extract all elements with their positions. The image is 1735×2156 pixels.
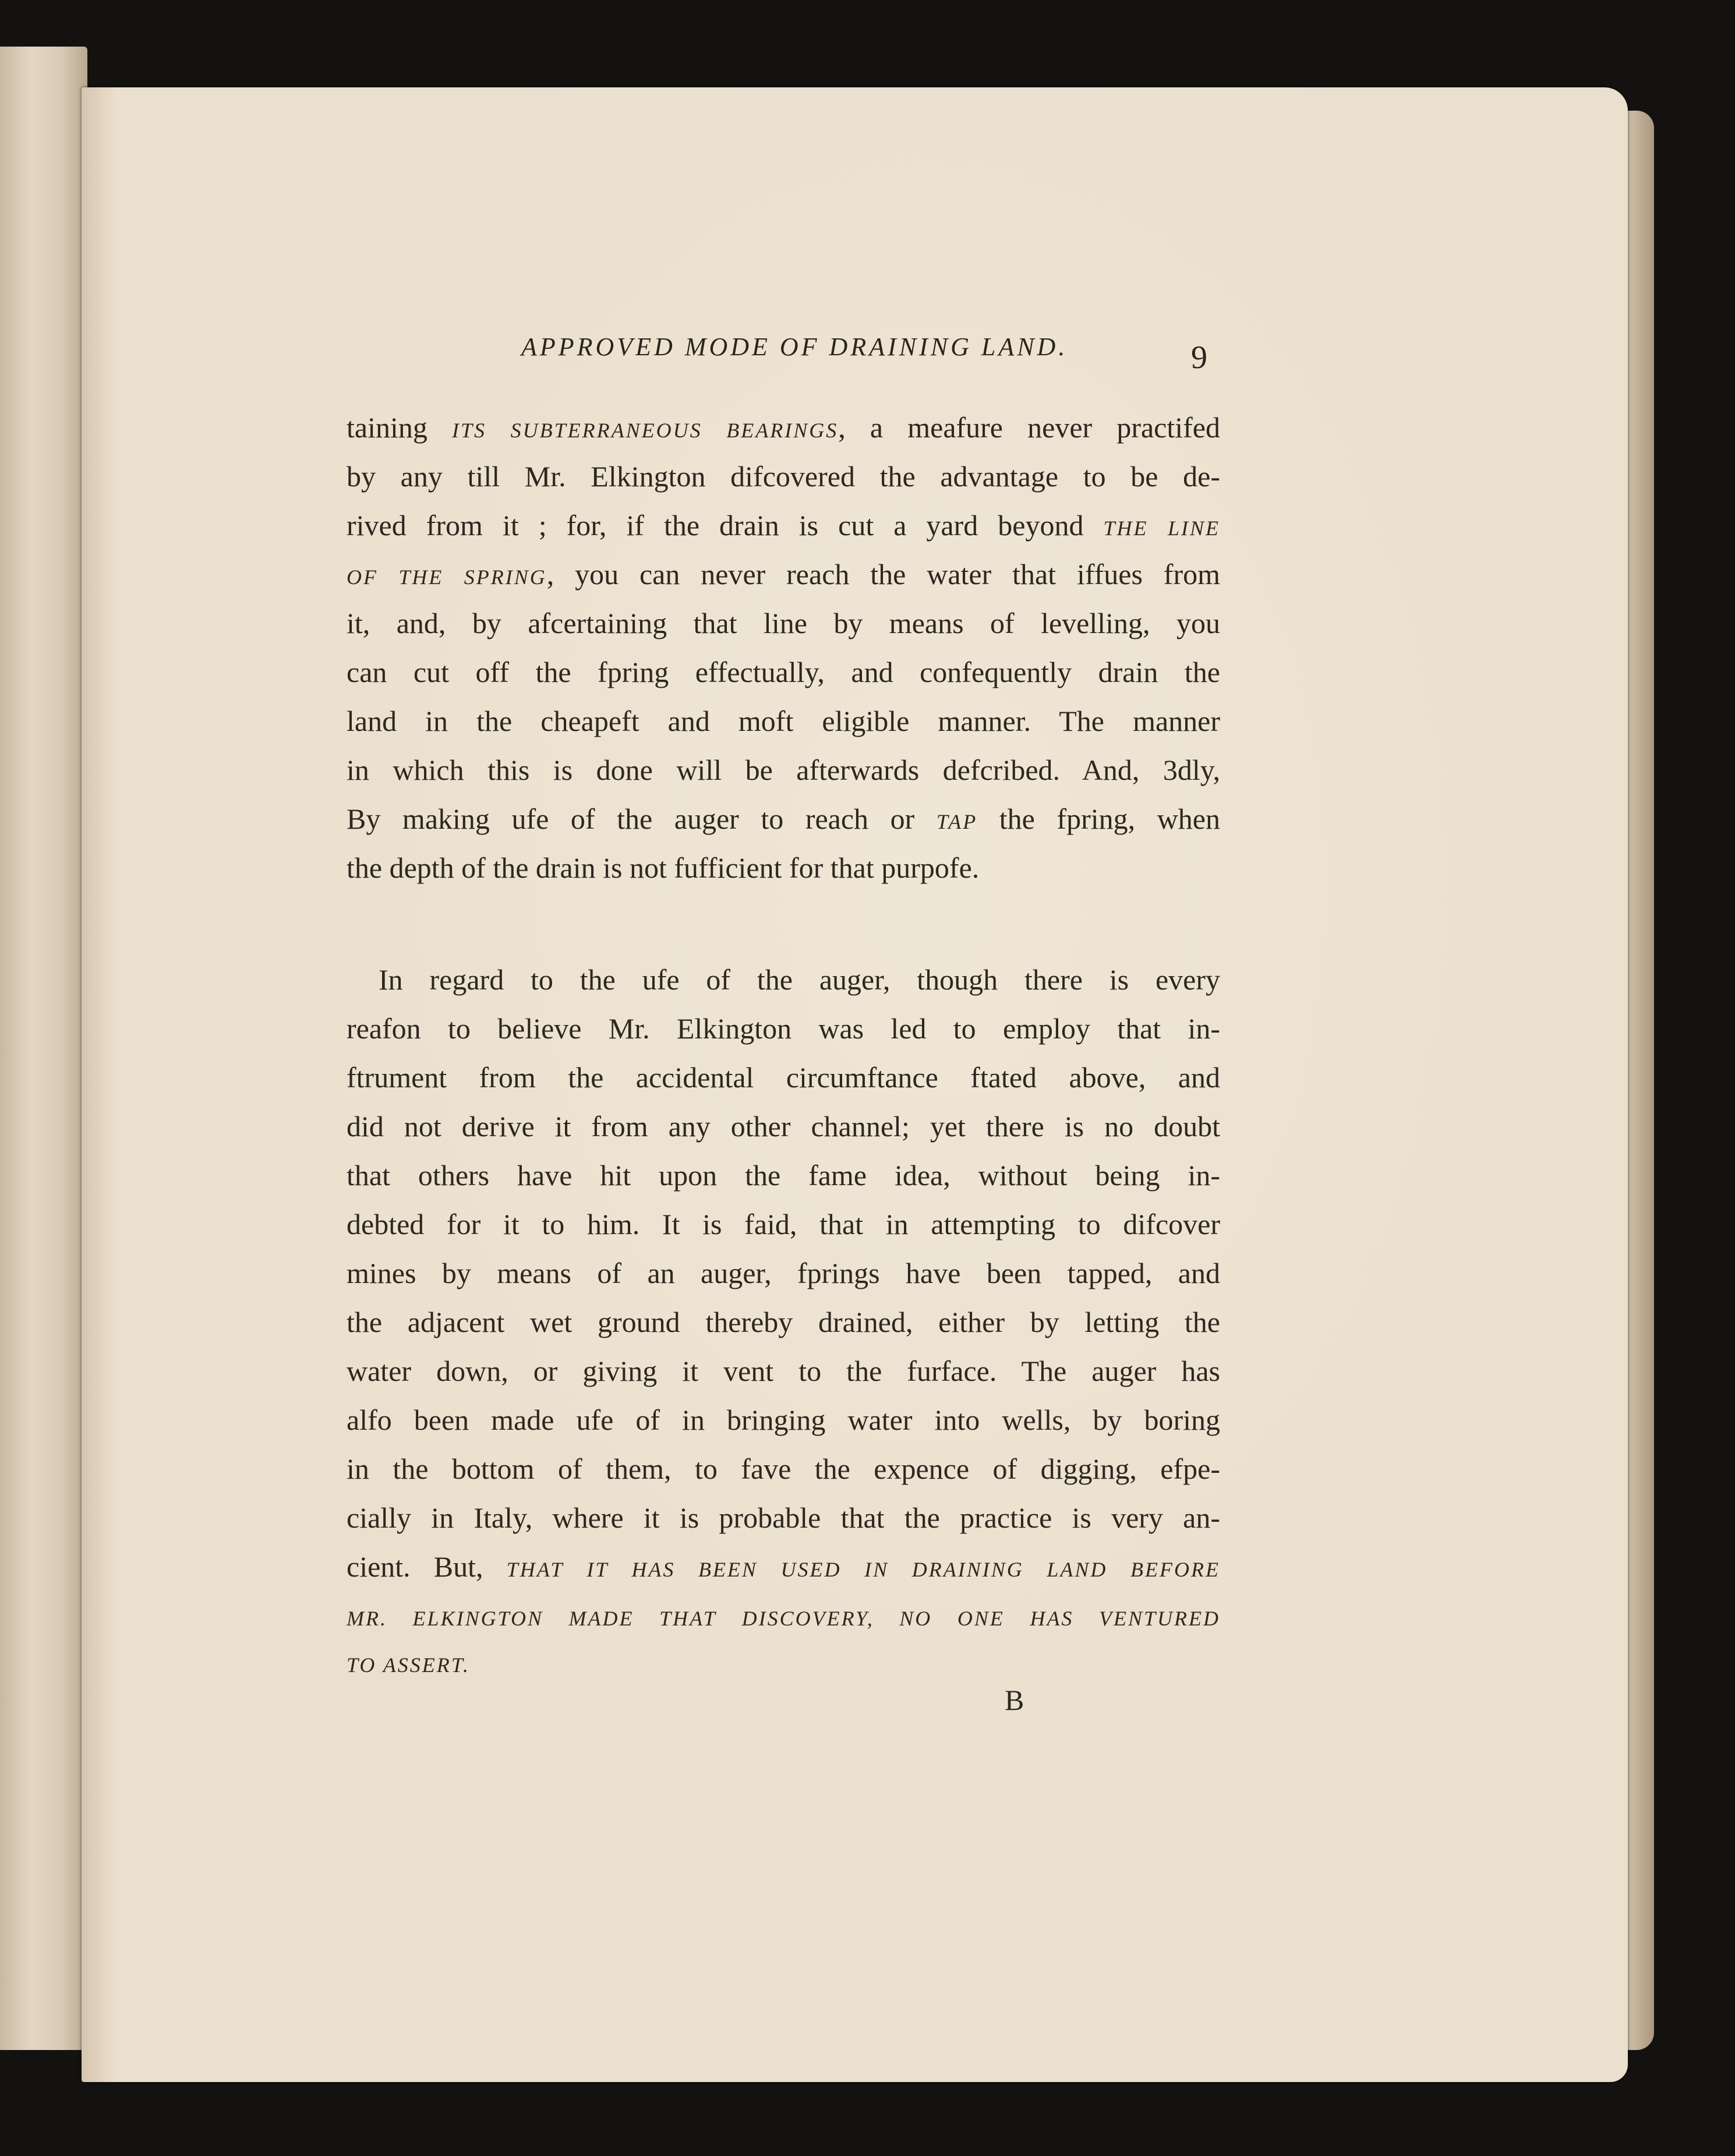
text-line: that others have hit upon the fame idea, without being in- bbox=[347, 1159, 1220, 1192]
text-line: cially in Italy, where it is probable that the practice is very an- bbox=[347, 1501, 1220, 1534]
facing-page-edge bbox=[0, 47, 87, 2050]
text-line: the depth of the drain is not fufficient for that purpofe. bbox=[347, 851, 980, 884]
text-line: alfo been made ufe of in bringing water into wells, by boring bbox=[347, 1404, 1220, 1436]
text-line: TO ASSERT. bbox=[347, 1653, 471, 1677]
text-line: by any till Mr. Elkington difcovered the advantage to be de- bbox=[347, 460, 1220, 493]
text-line: MR. ELKINGTON MADE THAT DISCOVERY, NO ONE HAS VENTURED bbox=[347, 1607, 1220, 1630]
text-line: ftrument from the accidental circumftance ftated above, and bbox=[347, 1061, 1220, 1094]
text-line: taining ITS SUBTERRANEOUS BEARINGS, a meafure never practifed bbox=[347, 411, 1220, 444]
page-number: 9 bbox=[1191, 340, 1207, 376]
text-line: OF THE SPRING, you can never reach the water that iffues from bbox=[347, 558, 1220, 591]
text-line: water down, or giving it vent to the furface. The auger has bbox=[347, 1355, 1220, 1387]
text-line: rived from it ; for, if the drain is cut a yard beyond THE LINE bbox=[347, 509, 1220, 542]
text-line: the adjacent wet ground thereby drained, either by letting the bbox=[347, 1306, 1220, 1338]
text-line: mines by means of an auger, fprings have been tapped, and bbox=[347, 1257, 1220, 1289]
signature-mark: B bbox=[1005, 1684, 1024, 1716]
text-line: In regard to the ufe of the auger, though there is every bbox=[379, 963, 1220, 996]
text-line: land in the cheapeft and moft eligible manner. The manner bbox=[347, 705, 1220, 737]
text-line: in the bottom of them, to fave the expence of digging, efpe- bbox=[347, 1452, 1220, 1485]
text-line: reafon to believe Mr. Elkington was led to employ that in- bbox=[347, 1012, 1220, 1045]
running-title: APPROVED MODE OF DRAINING LAND. bbox=[521, 333, 1068, 361]
text-line: debted for it to him. It is faid, that in attempting to difcover bbox=[347, 1208, 1220, 1240]
text-line: By making ufe of the auger to reach or TAP the fpring, when bbox=[347, 803, 1220, 835]
text-line: did not derive it from any other channel; yet there is no doubt bbox=[347, 1110, 1220, 1143]
text-line: it, and, by afcertaining that line by means of levelling, you bbox=[347, 607, 1220, 639]
text-line: can cut off the fpring effectually, and confequently drain the bbox=[347, 656, 1220, 688]
text-line: cient. But, THAT IT HAS BEEN USED IN DRAINING LAND BEFORE bbox=[347, 1550, 1220, 1583]
text-line: in which this is done will be afterwards defcribed. And, 3dly, bbox=[347, 754, 1220, 786]
